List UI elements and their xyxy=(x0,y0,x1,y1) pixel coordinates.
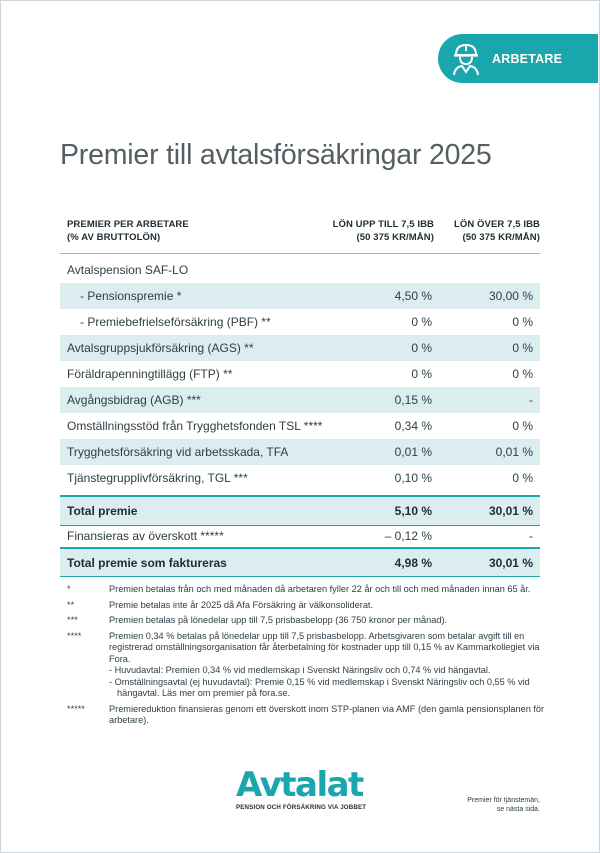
table-row: Omställningsstöd från Trygghetsfonden TSL **** 0,34 % 0 % xyxy=(67,419,533,433)
total-premium-row: Total premie 5,10 % 30,01 % xyxy=(60,495,540,526)
header-col-over: LÖN ÖVER 7,5 IBB (50 375 KR/MÅN) xyxy=(453,219,540,243)
worker-hardhat-icon xyxy=(450,42,482,76)
table-row: Föräldrapenningtillägg (FTP) ** 0 % 0 % xyxy=(67,367,533,381)
table-row: - Pensionspremie * 4,50 % 30,00 % xyxy=(60,283,540,309)
next-page-note: Premier för tjänstemän, se nästa sida. xyxy=(467,797,540,813)
footnote: ** Premie betalas inte år 2025 då Afa Försäkring är välkonsoliderat. xyxy=(67,599,374,610)
table-header xyxy=(67,218,540,248)
category-badge xyxy=(438,34,598,83)
financed-row: Finansieras av överskott ***** – 0,12 % - xyxy=(67,529,533,543)
header-col-description: PREMIER PER ARBETARE (% AV BRUTTOLÖN) xyxy=(67,219,189,243)
invoiced-total-row: Total premie som faktureras 4,98 % 30,01 % xyxy=(60,547,540,577)
footnote: ***** Premiereduktion finansieras genom ett överskott inom STP-planen via AMF (den gamla pensionsplanen för arbetare). xyxy=(67,703,545,725)
avtalat-logo xyxy=(236,766,368,816)
table-row: Avgångsbidrag (AGB) *** 0,15 % - xyxy=(60,387,540,413)
table-row: - Premiebefrielseförsäkring (PBF) ** 0 % 0 % xyxy=(80,315,533,329)
table-row: Trygghetsförsäkring vid arbetsskada, TFA 0,01 % 0,01 % xyxy=(60,439,540,465)
footnotes xyxy=(67,584,547,731)
table-row: Avtalsgruppsjukförsäkring (AGS) ** 0 % 0 % xyxy=(60,335,540,361)
logo-wordmark: Avtalat xyxy=(236,765,363,805)
footnote: * Premien betalas från och med månaden då arbetaren fyller 22 år och till och med månaden innan 65 år. xyxy=(67,584,531,594)
footnote: **** Premien 0,34 % betalas på lönedelar upp till 7,5 prisbasbelopp. Arbetsgivaren som betalar avgift till en registrerad omställningsorganisation får återbetalning för kostnader upp till 0,15 % av Kammarkollegiet via Fora. - Huvudavtal: Premien 0,34 % vid medlemskap i Svenskt Näringsliv och 0,74 % vid hängavtal. - Omställningsavtal (ej huvudavtal): Premie 0,15 % vid medlemskap i Svenskt Näringsliv och 0,55 % vid hängavtal. Läs mer om premier på fora.se. xyxy=(67,630,540,698)
premium-table xyxy=(60,257,540,491)
logo-tagline: PENSION OCH FÖRSÄKRING VIA JOBBET xyxy=(236,804,367,811)
header-col-up-to: LÖN UPP TILL 7,5 IBB (50 375 KR/MÅN) xyxy=(332,219,434,243)
table-row: Avtalspension SAF-LO xyxy=(67,263,189,277)
badge-label: ARBETARE xyxy=(492,51,563,66)
footnote: *** Premien betalas på lönedelar upp till 7,5 prisbasbelopp (36 750 kronor per månad). xyxy=(67,615,448,625)
page-title: Premier till avtalsförsäkringar 2025 xyxy=(60,139,492,171)
table-row: Tjänstegrupplivförsäkring, TGL *** 0,10 % 0 % xyxy=(67,471,533,485)
header-rule xyxy=(60,253,540,254)
